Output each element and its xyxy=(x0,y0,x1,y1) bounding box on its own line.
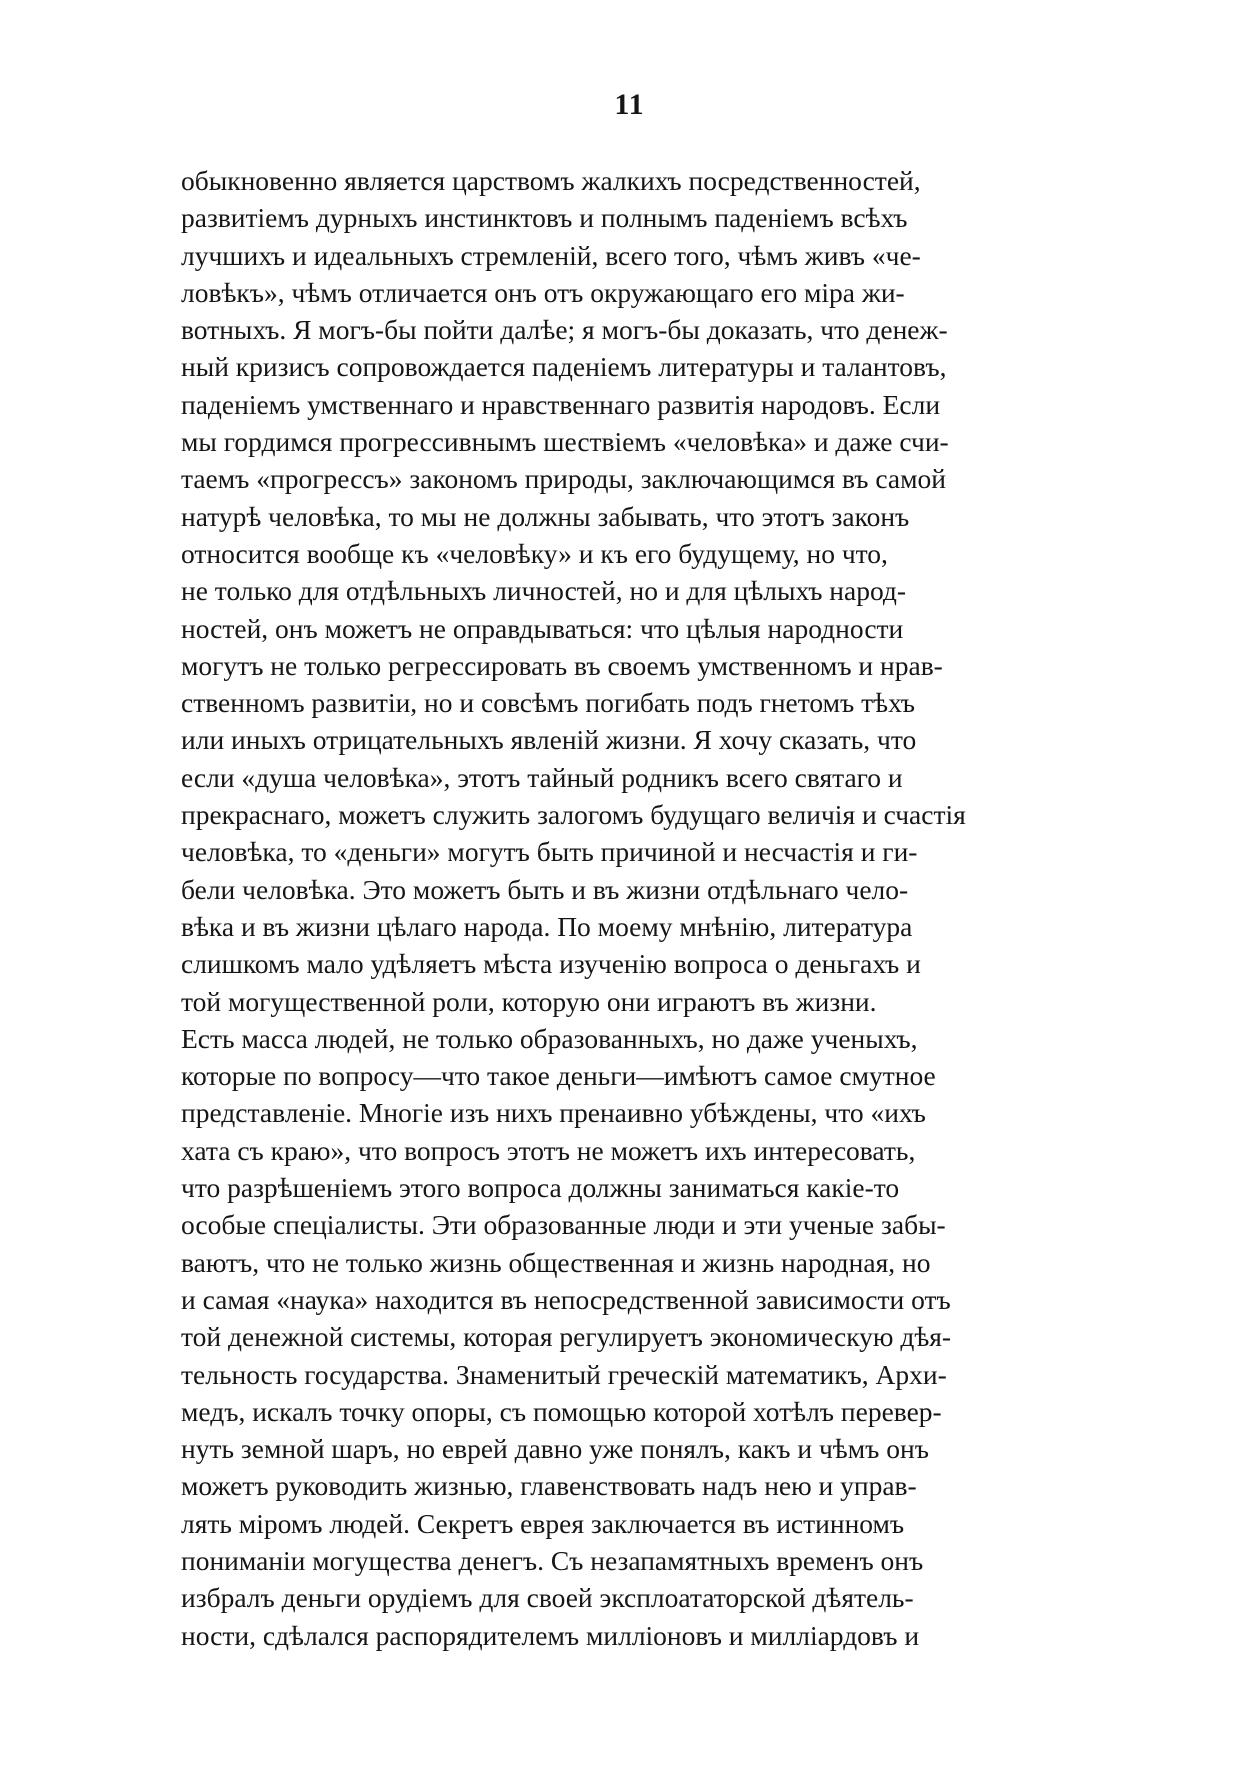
text-line: избралъ деньги орудіемъ для своей эксплоататорской дѣятель- xyxy=(181,1582,914,1614)
text-line: ваютъ, что не только жизнь общественная и жизнь народная, но xyxy=(181,1246,931,1278)
text-line: ный кризисъ сопровождается паденіемъ литературы и талантовъ, xyxy=(181,351,947,383)
text-line: прекраснаго, можетъ служить залогомъ будущаго величія и счастія xyxy=(181,799,966,831)
text-line: бели человѣка. Это можетъ быть и въ жизни отдѣльнаго чело- xyxy=(181,873,909,905)
text-line: той денежной системы, которая регулируетъ экономическую дѣя- xyxy=(181,1321,952,1353)
text-line: Есть масса людей, не только образованныхъ, но даже ученыхъ, xyxy=(181,1022,918,1054)
text-line: что разрѣшеніемъ этого вопроса должны заниматься какіе-то xyxy=(181,1172,900,1204)
text-line: не только для отдѣльныхъ личностей, но и для цѣлыхъ народ- xyxy=(181,575,907,607)
text-line: той могущественной роли, которую они играютъ въ жизни. xyxy=(181,985,877,1017)
text-line: тельность государства. Знаменитый греческій математикъ, Архи- xyxy=(181,1358,947,1390)
text-line: ственномъ развитіи, но и совсѣмъ погибать подъ гнетомъ тѣхъ xyxy=(181,687,916,719)
text-line: могутъ не только регрессировать въ своемъ умственномъ и нрав- xyxy=(181,649,943,681)
text-line: особые спеціалисты. Эти образованные люди и эти ученые забы- xyxy=(181,1209,946,1241)
text-line: человѣка, то «деньги» могутъ быть причиной и несчастія и ги- xyxy=(181,836,918,868)
text-line: натурѣ человѣка, то мы не должны забывать, что этотъ законъ xyxy=(181,500,910,532)
text-line: представленіе. Многіе изъ нихъ пренаивно убѣждены, что «ихъ xyxy=(181,1097,926,1129)
text-line: вотныхъ. Я могъ-бы пойти далѣе; я могъ-бы доказать, что денеж- xyxy=(181,314,948,346)
text-line: которые по вопросу—что такое деньги—имѣютъ самое смутное xyxy=(181,1060,936,1092)
text-line: лучшихъ и идеальныхъ стремленій, всего того, чѣмъ живъ «че- xyxy=(181,239,921,271)
text-line: вѣка и въ жизни цѣлаго народа. По моему мнѣнію, литература xyxy=(181,910,913,942)
text-line: относится вообще къ «человѣку» и къ его будущему, но что, xyxy=(181,537,888,569)
text-line: лять міромъ людей. Секретъ еврея заключается въ истинномъ xyxy=(181,1507,905,1539)
text-line: хата съ краю», что вопросъ этотъ не можетъ ихъ интересовать, xyxy=(181,1134,916,1166)
text-line: ностей, онъ можетъ не оправдываться: что цѣлыя народности xyxy=(181,612,904,644)
text-line: паденіемъ умственнаго и нравственнаго развитія народовъ. Если xyxy=(181,388,941,420)
text-line: обыкновенно является царствомъ жалкихъ посредственностей, xyxy=(181,165,921,196)
text-line: таемъ «прогрессъ» закономъ природы, заключающимся въ самой xyxy=(181,463,947,495)
body-text xyxy=(181,162,1086,1654)
page-number: 11 xyxy=(614,88,645,121)
text-line: медъ, искалъ точку опоры, съ помощью которой хотѣлъ перевер- xyxy=(181,1395,942,1427)
text-line: нуть земной шаръ, но еврей давно уже понялъ, какъ и чѣмъ онъ xyxy=(181,1433,929,1465)
text-line: развитіемъ дурныхъ инстинктовъ и полнымъ паденіемъ всѣхъ xyxy=(181,202,908,234)
text-line: или иныхъ отрицательныхъ явленій жизни. Я хочу сказать, что xyxy=(181,724,917,756)
text-line: можетъ руководить жизнью, главенствовать надъ нею и управ- xyxy=(181,1470,917,1502)
text-line: ности, сдѣлался распорядителемъ милліоновъ и милліардовъ и xyxy=(181,1619,920,1651)
text-line: мы гордимся прогрессивнымъ шествіемъ «человѣка» и даже счи- xyxy=(181,426,949,458)
text-line: если «душа человѣка», этотъ тайный родникъ всего святаго и xyxy=(181,761,903,793)
text-line: пониманіи могущества денегъ. Съ незапамятныхъ временъ онъ xyxy=(181,1544,924,1576)
text-line: и самая «наука» находится въ непосредственной зависимости отъ xyxy=(181,1283,951,1315)
text-line: слишкомъ мало удѣляетъ мѣста изученію вопроса о деньгахъ и xyxy=(181,948,921,980)
text-line: ловѣкъ», чѣмъ отличается онъ отъ окружающаго его міра жи- xyxy=(181,276,905,308)
